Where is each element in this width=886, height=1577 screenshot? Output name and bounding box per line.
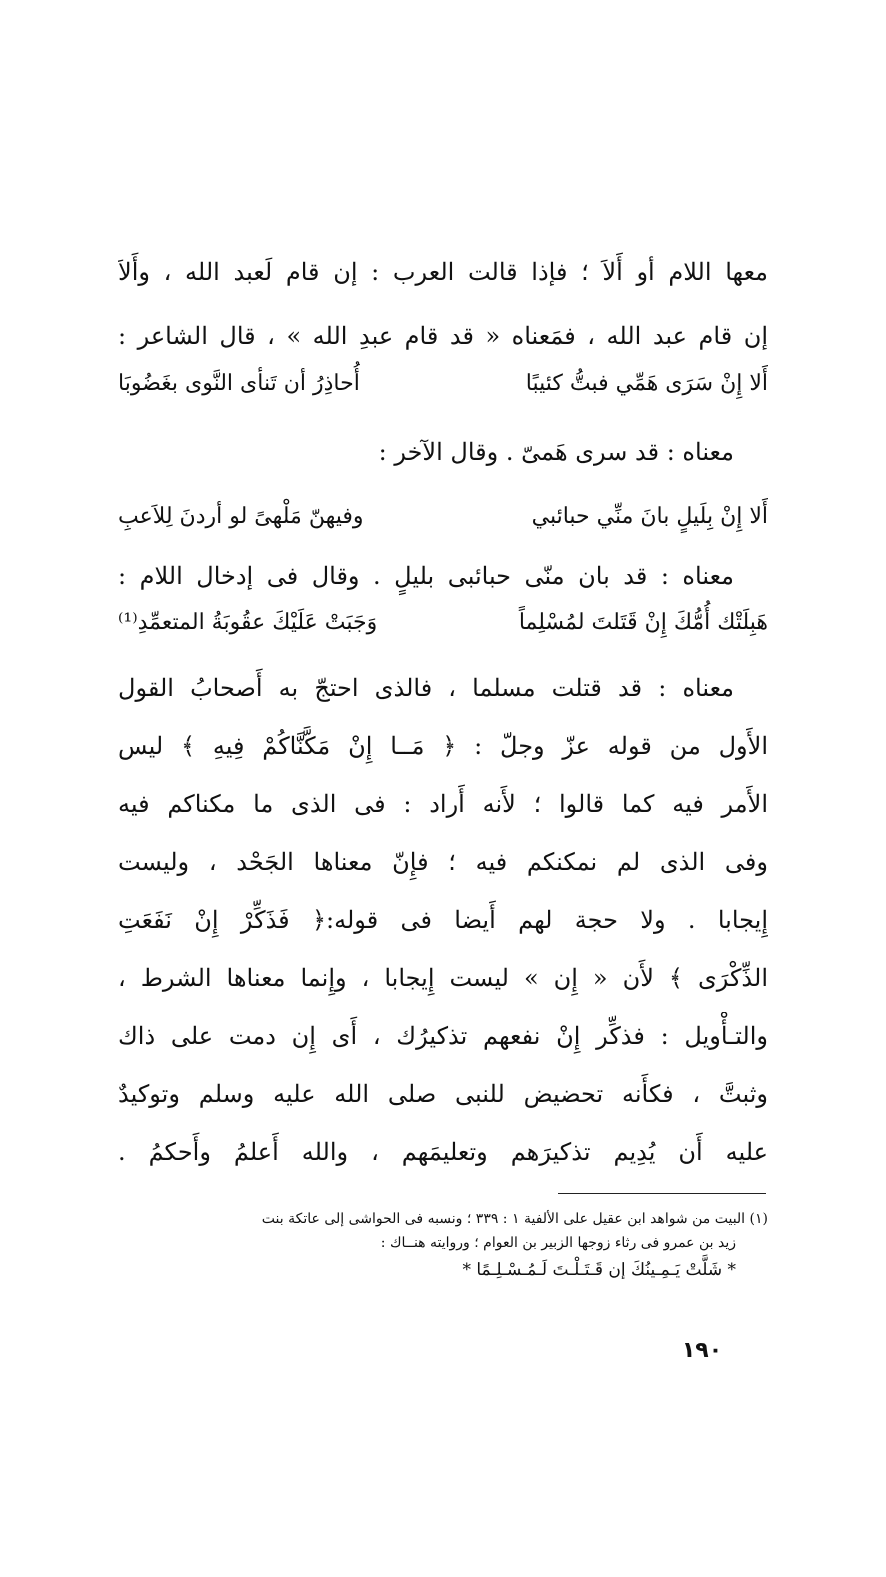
body-line-5 — [118, 664, 768, 712]
body-line-6-text: الأَول من قوله عزّ وجلّ : ﴿ مَــا إِنْ مَكَّنَّاكُمْ فِيهِ ﴾ ليس — [118, 732, 768, 760]
body-line-7 — [118, 780, 768, 828]
body-line-8 — [118, 838, 768, 886]
verse-2-second-hemistich: وفيهنّ مَلْهىً لو أردنَ لِلاَعبِ — [118, 504, 364, 529]
body-line-1-text: معها اللام أو أَلاَ ؛ فإذا قالت العرب : إن قام لَعبد الله ، وأَلاَ — [118, 258, 768, 286]
body-line-7-text: الأَمر فيه كما قالوا ؛ لأَنه أَراد : فى الذى ما مكناكم فيه — [118, 790, 768, 818]
page-number: ١٩٠ — [681, 1338, 723, 1363]
verse-1 — [118, 361, 768, 407]
body-line-4-text: معناه : قد بان منّى حبائبى بليلٍ . وقال فى إدخال اللام : — [118, 562, 734, 590]
body-line-10 — [118, 954, 768, 1002]
body-line-2 — [118, 312, 768, 360]
verse-3-first-hemistich: هَبِلَتْك أُمُّكَ إِنْ قَتَلتَ لمُسْلِماً — [518, 610, 768, 635]
body-line-13 — [118, 1128, 768, 1176]
body-line-5-text: معناه : قد قتلت مسلما ، فالذى احتجّ به أَصحابُ القول — [118, 674, 734, 702]
body-line-6 — [118, 722, 768, 770]
body-line-3 — [118, 428, 768, 476]
verse-2 — [118, 494, 768, 540]
body-line-10-text: الذِّكْرَى ﴾ لأَن « إِن » ليست إِيجابا ، وإِنما معناها الشرط ، — [118, 964, 768, 992]
body-line-11 — [118, 1012, 768, 1060]
body-line-3-text: معناه : قد سرى هَمىّ . وقال الآخر : — [378, 438, 734, 466]
body-line-12 — [118, 1070, 768, 1118]
body-line-1 — [118, 248, 768, 296]
body-line-13-text: عليه أَن يُدِيم تذكيرَهم وتعليمَهم ، والله أَعلمُ وأَحكمُ . — [118, 1138, 768, 1166]
verse-1-second-hemistich: أُحاذِرُ أن تَنأى النَّوى بغَضُوبَا — [118, 371, 360, 396]
body-line-2-text: إن قام عبد الله ، فمَعناه « قد قام عبدِ الله » ، قال الشاعر : — [118, 322, 768, 350]
verse-1-first-hemistich: أَلا إِنْ سَرَى هَمِّي فبتُّ كئيبًا — [525, 371, 768, 396]
body-line-9-text: إِيجابا . ولا حجة لهم أَيضا فى قوله:﴿ فَذَكِّرْ إِنْ نَفَعَتِ — [118, 906, 768, 934]
body-line-4 — [118, 552, 768, 600]
footnote-line-1: (١) البيت من شواهد ابن عقيل على الألفية ١ : ٣٣٩ ؛ ونسبه فى الحواشى إلى عاتكة بنت — [261, 1211, 768, 1227]
body-line-11-text: والتـأْويل : فذكِّر إِنْ نفعهم تذكيرُك ، أَى إِن دمت على ذاك — [118, 1022, 768, 1050]
verse-3-second-hemistich: وَجَبَتْ عَلَيْكَ عقُوبَةُ المتعمِّدِ⁽¹⁾ — [118, 610, 378, 635]
footnote-line-2: زيد بن عمرو فى رثاء زوجها الزبير بن العوام ؛ وروايته هنــاك : — [380, 1235, 736, 1251]
verse-3 — [118, 600, 768, 646]
footnote-verse: * شَلَّتْ يَـمِـينُكَ إن قَـتَـلْـتَ لَـمُـسْـلِـمًا * — [462, 1260, 736, 1280]
body-line-8-text: وفى الذى لم نمكنكم فيه ؛ فإِنّ معناها الجَحْد ، وليست — [118, 848, 768, 876]
body-line-9 — [118, 896, 768, 944]
verse-2-first-hemistich: أَلا إِنْ بِلَيلٍ بانَ منِّي حبائبي — [531, 504, 768, 529]
footnote-rule — [558, 1193, 766, 1194]
body-line-12-text: وثبتَّ ، فكأَنه تحضيض للنبى صلى الله عليه وسلم وتوكيدٌ — [118, 1080, 768, 1108]
